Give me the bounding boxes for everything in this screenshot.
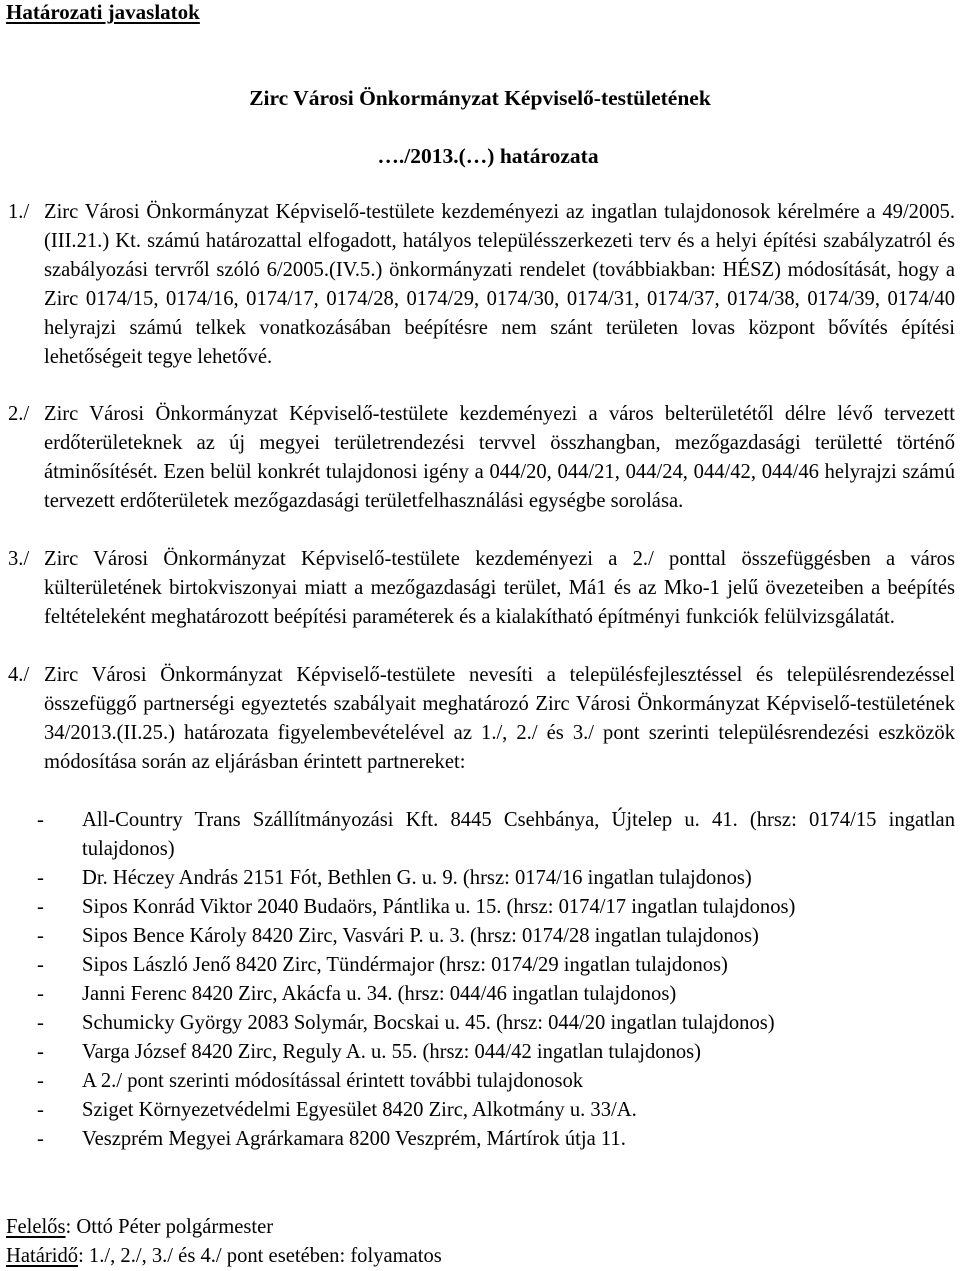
deadline-label: Határidő xyxy=(6,1245,79,1267)
resolution-number-title: …./2013.(…) határozata xyxy=(377,144,599,168)
list-item xyxy=(37,980,955,1009)
resolution-item-3 xyxy=(8,545,955,632)
responsible-label: Felelős xyxy=(6,1216,66,1238)
list-dash: - xyxy=(37,867,44,889)
list-dash: - xyxy=(37,1012,44,1034)
list-item xyxy=(37,893,955,922)
item-number: 2./ xyxy=(8,403,30,425)
partner-text: Sipos László Jenő 8420 Zirc, Tündérmajor (hrsz: 0174/29 ingatlan tulajdonos) xyxy=(82,954,728,976)
list-dash: - xyxy=(37,1070,44,1092)
item-number: 3./ xyxy=(8,548,30,570)
item-text: Zirc Városi Önkormányzat Képviselő-testülete kezdeményezi a 2./ ponttal összefüggésben a város külterületének birtokviszonyai miatt a mezőgazdasági terület, Má1 és az Mko-1 jelű övezeteiben a beépítés feltételeként meghatározott beépítési paraméterek és a kialakítható építményi funkciók felülvizsgálatát. xyxy=(44,548,955,628)
list-dash: - xyxy=(37,1128,44,1150)
partner-text: Sipos Konrád Viktor 2040 Budaörs, Pántlika u. 15. (hrsz: 0174/17 ingatlan tulajdonos) xyxy=(82,896,796,918)
list-dash: - xyxy=(37,925,44,947)
list-item xyxy=(37,1096,955,1125)
list-item xyxy=(37,1067,955,1096)
item-text: Zirc Városi Önkormányzat Képviselő-testülete kezdeményezi a város belterületétől délre lévő tervezett erdőterületeknek az új megyei területrendezési tervvel összhangban, mezőgazdasági területté történő átminősítését. Ezen belül konkrét tulajdonosi igény a 044/20, 044/21, 044/24, 044/42, 044/46 helyrajzi számú tervezett erdőterületek mezőgazdasági területfelhasználási egységbe sorolása. xyxy=(44,403,955,512)
list-dash: - xyxy=(37,1099,44,1121)
partner-text: All-Country Trans Szállítmányozási Kft. 8445 Csehbánya, Újtelep u. 41. (hrsz: 0174/15 ingatlan tulajdonos) xyxy=(82,809,955,860)
list-dash: - xyxy=(37,1041,44,1063)
deadline-value: : 1./, 2./, 3./ és 4./ pont esetében: folyamatos xyxy=(78,1245,442,1267)
partner-text: A 2./ pont szerinti módosítással érintett további tulajdonosok xyxy=(82,1070,584,1092)
resolution-item-1 xyxy=(8,198,955,372)
list-dash: - xyxy=(37,896,44,918)
list-item xyxy=(37,864,955,893)
item-text: Zirc Városi Önkormányzat Képviselő-testülete kezdeményezi az ingatlan tulajdonosok kérelmére a 49/2005.(III.21.) Kt. számú határozattal elfogadott, hatályos településszerkezeti terv és a helyi építési szabályzatról és szabályozási tervről szóló 6/2005.(IV.5.) önkormányzati rendelet (továbbiakban: HÉSZ) módosítását, hogy a Zirc 0174/15, 0174/16, 0174/17, 0174/28, 0174/29, 0174/30, 0174/31, 0174/37, 0174/38, 0174/39, 0174/40 helyrajzi számú telkek vonatkozásában beépítésre nem szánt területen lovas központ bővítés építési lehetőségeit tegye lehetővé. xyxy=(44,201,955,368)
partner-text: Veszprém Megyei Agrárkamara 8200 Veszprém, Mártírok útja 11. xyxy=(82,1128,626,1150)
deadline-line xyxy=(6,1242,442,1271)
partner-text: Dr. Héczey András 2151 Fót, Bethlen G. u. 9. (hrsz: 0174/16 ingatlan tulajdonos) xyxy=(82,867,752,889)
resolution-item-2 xyxy=(8,400,955,516)
responsible-line xyxy=(6,1213,273,1242)
partner-text: Sziget Környezetvédelmi Egyesület 8420 Zirc, Alkotmány u. 33/A. xyxy=(82,1099,637,1121)
list-item xyxy=(37,1009,955,1038)
list-dash: - xyxy=(37,809,44,831)
list-item xyxy=(37,1038,955,1067)
list-item xyxy=(37,806,955,864)
partner-text: Varga József 8420 Zirc, Reguly A. u. 55. (hrsz: 044/42 ingatlan tulajdonos) xyxy=(82,1041,702,1063)
list-dash: - xyxy=(37,954,44,976)
partner-text: Janni Ferenc 8420 Zirc, Akácfa u. 34. (hrsz: 044/46 ingatlan tulajdonos) xyxy=(82,983,677,1005)
item-number: 1./ xyxy=(8,201,30,223)
responsible-value: : Ottó Péter polgármester xyxy=(65,1216,274,1238)
partner-text: Schumicky György 2083 Solymár, Bocskai u. 45. (hrsz: 044/20 ingatlan tulajdonos) xyxy=(82,1012,775,1034)
partner-list xyxy=(37,806,955,1154)
list-item xyxy=(37,1125,955,1154)
item-text: Zirc Városi Önkormányzat Képviselő-testülete nevesíti a településfejlesztéssel és településrendezéssel összefüggő partnerségi egyeztetés szabályait meghatározó Zirc Városi Önkormányzat Képviselő-testületének 34/2013.(II.25.) határozata figyelembevételével az 1./, 2./ és 3./ pont szerinti településrendezési eszközök módosítása során az eljárásban érintett partnereket: xyxy=(44,664,955,773)
document-heading: Határozati javaslatok xyxy=(6,0,200,24)
item-number: 4./ xyxy=(8,664,30,686)
list-item xyxy=(37,922,955,951)
resolution-body-title: Zirc Városi Önkormányzat Képviselő-testületének xyxy=(249,86,711,110)
list-item xyxy=(37,951,955,980)
resolution-item-4 xyxy=(8,661,955,777)
list-dash: - xyxy=(37,983,44,1005)
partner-text: Sipos Bence Károly 8420 Zirc, Vasvári P. u. 3. (hrsz: 0174/28 ingatlan tulajdonos) xyxy=(82,925,759,947)
